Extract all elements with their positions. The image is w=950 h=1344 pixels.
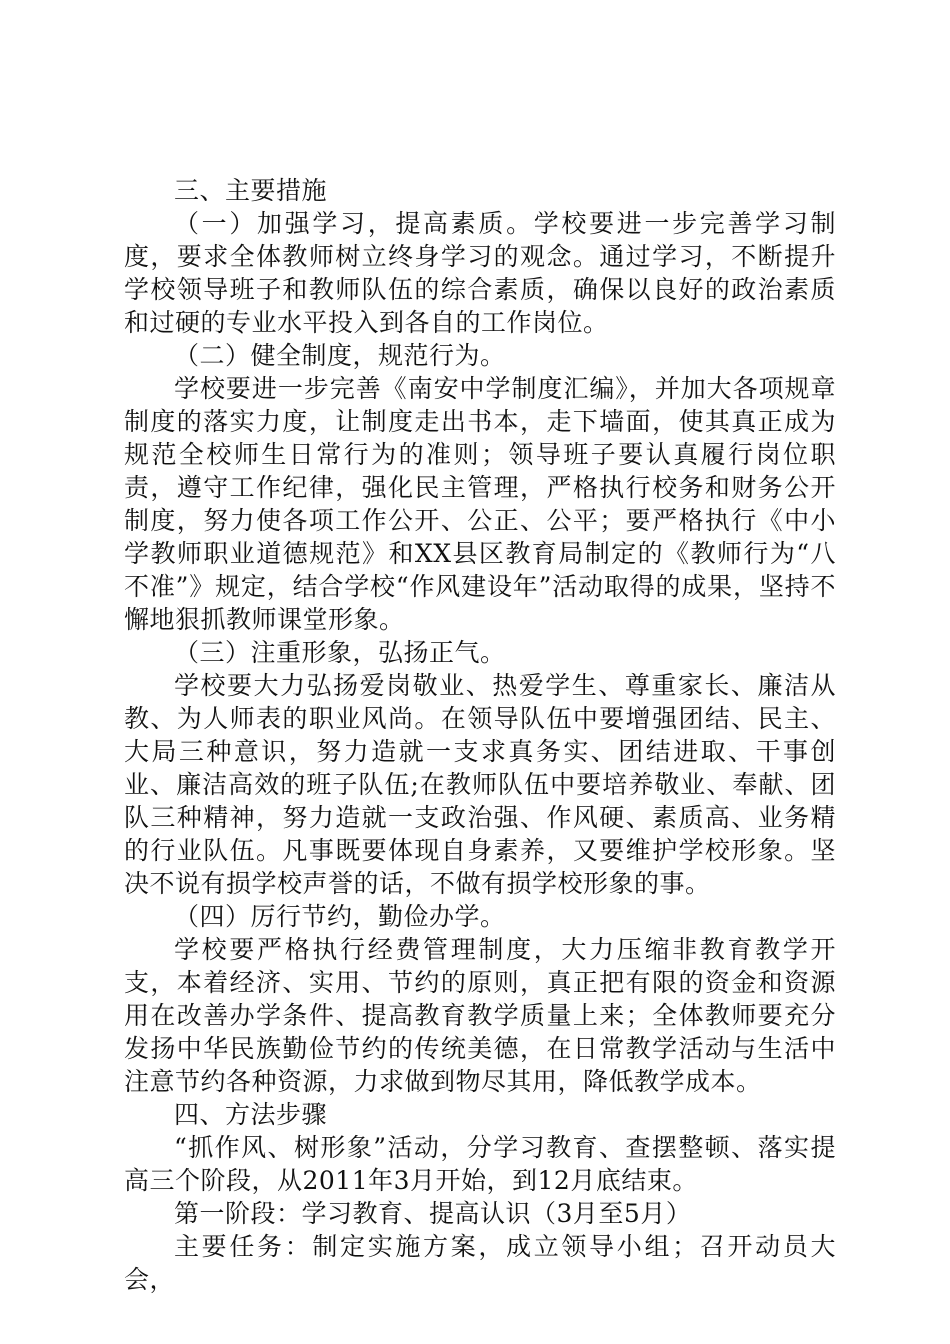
paragraph: 学校要严格执行经费管理制度，大力压缩非教育教学开支，本着经济、实用、节约的原则，真正把有限的资金和资源用在改善办学条件、提高教育教学质量上来；全体教师要充分发扬中华民族勤俭节约的传统美德，在日常教学活动与生活中注意节约各种资源，力求做到物尽其用，降低教学成本。 <box>124 935 836 1096</box>
paragraph: 学校要大力弘扬爱岗敬业、热爱学生、尊重家长、廉洁从教、为人师表的职业风尚。在领导队伍中要增强团结、民主、大局三种意识，努力造就一支求真务实、团结进取、干事创业、廉洁高效的班子队伍;在教师队伍中要培养敬业、奉献、团队三种精神，努力造就一支政治强、作风硬、素质高、业务精的行业队伍。凡事既要体现自身素养，又要维护学校形象。坚决不说有损学校声誉的话，不做有损学校形象的事。 <box>124 671 836 898</box>
subsection-heading: （三）注重形象，弘扬正气。 <box>174 638 506 667</box>
subsection-heading: （四）厉行节约，勤俭办学。 <box>174 902 506 931</box>
section-heading: 三、主要措施 <box>174 176 328 205</box>
document-body <box>124 174 836 1296</box>
paragraph: 学校要进一步完善《南安中学制度汇编》，并加大各项规章制度的落实力度，让制度走出书本，走下墙面，使其真正成为规范全校师生日常行为的准则；领导班子要认真履行岗位职责，遵守工作纪律，强化民主管理，严格执行校务和财务公开制度，努力使各项工作公开、公正、公平；要严格执行《中小学教师职业道德规范》和XX县区教育局制定的《教师行为“八不准”》规定，结合学校“作风建设年”活动取得的成果，坚持不懈地狠抓教师课堂形象。 <box>124 374 836 634</box>
paragraph: （一）加强学习，提高素质。学校要进一步完善学习制度，要求全体教师树立终身学习的观念。通过学习，不断提升学校领导班子和教师队伍的综合素质，确保以良好的政治素质和过硬的专业水平投入到各自的工作岗位。 <box>124 209 836 337</box>
paragraph: 主要任务：制定实施方案，成立领导小组；召开动员大会， <box>124 1232 836 1294</box>
section-heading: 四、方法步骤 <box>174 1100 328 1129</box>
stage-heading: 第一阶段：学习教育、提高认识（3月至5月） <box>174 1199 692 1228</box>
subsection-heading: （二）健全制度，规范行为。 <box>174 341 506 370</box>
paragraph: “抓作风、树形象”活动，分学习教育、查摆整顿、落实提高三个阶段，从2011年3月开始，到12月底结束。 <box>124 1133 836 1195</box>
